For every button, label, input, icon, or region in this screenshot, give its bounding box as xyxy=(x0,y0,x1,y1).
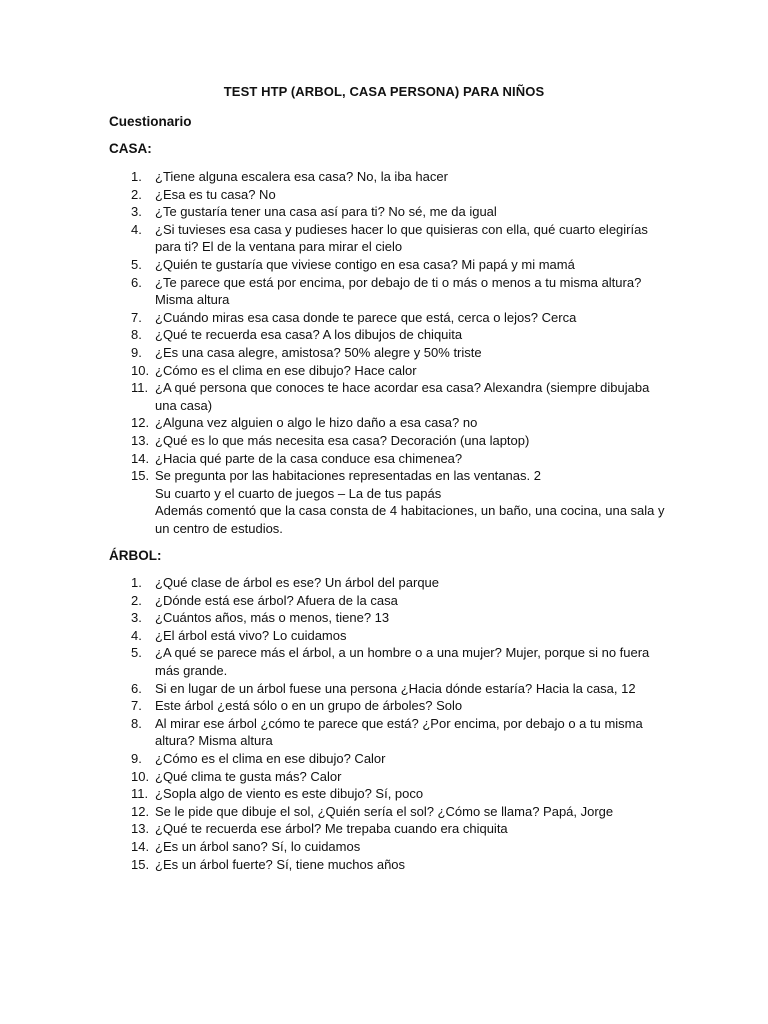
item-number: 7. xyxy=(131,698,142,714)
item-number: 14. xyxy=(131,838,150,854)
list-item xyxy=(109,203,669,221)
item-number: 8. xyxy=(131,327,142,343)
item-number: 1. xyxy=(131,575,142,590)
list-item xyxy=(109,326,669,344)
item-text: ¿Es un árbol fuerte? Sí, tiene muchos años xyxy=(155,856,406,872)
item-text: Al mirar ese árbol ¿cómo te parece que está? ¿Por encima, por debajo o a tu misma altura? Misma altura xyxy=(155,715,643,749)
arbol-question-list xyxy=(109,574,669,873)
item-number: 2. xyxy=(131,592,142,608)
item-number: 13. xyxy=(131,821,150,837)
list-item xyxy=(109,432,669,450)
item-text: ¿Te gustaría tener una casa así para ti? No sé, me da igual xyxy=(155,204,497,220)
item-text: ¿Qué clase de árbol es ese? Un árbol del parque xyxy=(155,575,440,590)
list-item xyxy=(109,768,669,786)
list-item xyxy=(109,256,669,274)
list-item xyxy=(109,715,669,750)
item-text: ¿Si tuvieses esa casa y pudieses hacer lo que quisieras con ella, qué cuarto elegirías para ti? El de la ventana para mirar el cielo xyxy=(155,221,648,255)
item-text: ¿Cómo es el clima en ese dibujo? Hace calor xyxy=(155,362,417,378)
casa-question-list xyxy=(109,168,669,537)
item-number: 6. xyxy=(131,680,142,696)
item-text: Se pregunta por las habitaciones representadas en las ventanas. 2 xyxy=(155,468,541,484)
list-item xyxy=(109,309,669,327)
item-text: ¿A qué se parece más el árbol, a un hombre o a una mujer? Mujer, porque si no fuera más grande. xyxy=(155,645,650,678)
item-number: 6. xyxy=(131,274,142,290)
item-number: 1. xyxy=(131,169,142,184)
questionnaire-heading: Cuestionario xyxy=(109,114,192,129)
document-title: TEST HTP (ARBOL, CASA PERSONA) PARA NIÑOS xyxy=(223,84,545,99)
list-item xyxy=(109,750,669,768)
item-number: 3. xyxy=(131,610,142,626)
item-number: 10. xyxy=(131,768,150,784)
list-item xyxy=(109,379,669,414)
item-text: ¿Tiene alguna escalera esa casa? No, la iba hacer xyxy=(155,169,448,184)
item-number: 15. xyxy=(131,468,150,484)
item-text: ¿Qué es lo que más necesita esa casa? Decoración (una laptop) xyxy=(155,432,530,448)
item-number: 11. xyxy=(131,786,149,802)
list-item xyxy=(109,680,669,698)
item-number: 11. xyxy=(131,380,149,396)
item-text: ¿Hacia qué parte de la casa conduce esa chimenea? xyxy=(155,450,463,466)
list-item xyxy=(109,785,669,803)
item-text: ¿Sopla algo de viento es este dibujo? Sí, poco xyxy=(155,786,424,802)
list-item xyxy=(109,838,669,856)
item-text: ¿Esa es tu casa? No xyxy=(155,186,276,202)
item-number: 8. xyxy=(131,715,142,731)
list-item xyxy=(109,362,669,380)
list-item xyxy=(109,609,669,627)
casa-heading: CASA: xyxy=(109,141,152,156)
item-extra-paragraph: Además comentó que la casa consta de 4 habitaciones, un baño, una cocina, una sala y un centro de estudios. xyxy=(155,503,665,536)
list-item xyxy=(109,467,669,537)
item-text: ¿Quién te gustaría que viviese contigo en esa casa? Mi papá y mi mamá xyxy=(155,256,575,272)
item-text: ¿Te parece que está por encima, por debajo de ti o más o menos a tu misma altura? Misma altura xyxy=(155,274,642,308)
item-number: 4. xyxy=(131,627,142,643)
item-text: ¿El árbol está vivo? Lo cuidamos xyxy=(155,627,347,643)
list-item xyxy=(109,221,669,256)
item-text: Se le pide que dibuje el sol, ¿Quién sería el sol? ¿Cómo se llama? Papá, Jorge xyxy=(155,803,614,819)
item-text: Si en lugar de un árbol fuese una persona ¿Hacia dónde estaría? Hacia la casa, 12 xyxy=(155,680,636,696)
list-item xyxy=(109,344,669,362)
item-number: 9. xyxy=(131,344,142,360)
item-number: 12. xyxy=(131,415,150,431)
item-text: ¿Alguna vez alguien o algo le hizo daño a esa casa? no xyxy=(155,415,478,431)
item-number: 7. xyxy=(131,309,142,325)
list-item xyxy=(109,450,669,468)
list-item xyxy=(109,186,669,204)
list-item xyxy=(109,644,669,679)
item-number: 9. xyxy=(131,750,142,766)
list-item xyxy=(109,574,669,592)
item-text: ¿Es un árbol sano? Sí, lo cuidamos xyxy=(155,838,361,854)
item-extra-line: Su cuarto y el cuarto de juegos – La de tus papás xyxy=(155,485,442,501)
item-text: ¿Es una casa alegre, amistosa? 50% alegre y 50% triste xyxy=(155,344,482,360)
list-item xyxy=(109,274,669,309)
item-number: 3. xyxy=(131,204,142,220)
item-text: ¿Cuándo miras esa casa donde te parece que está, cerca o lejos? Cerca xyxy=(155,309,577,325)
item-number: 13. xyxy=(131,432,150,448)
list-item xyxy=(109,856,669,874)
list-item xyxy=(109,697,669,715)
list-item xyxy=(109,820,669,838)
item-text: ¿Cuántos años, más o menos, tiene? 13 xyxy=(155,610,390,626)
item-number: 4. xyxy=(131,221,142,237)
list-item xyxy=(109,803,669,821)
item-text: ¿Qué clima te gusta más? Calor xyxy=(155,768,342,784)
item-text: ¿Dónde está ese árbol? Afuera de la casa xyxy=(155,592,398,608)
item-number: 10. xyxy=(131,362,150,378)
item-number: 12. xyxy=(131,803,150,819)
item-text: ¿Cómo es el clima en ese dibujo? Calor xyxy=(155,750,386,766)
item-text: ¿Qué te recuerda esa casa? A los dibujos de chiquita xyxy=(155,327,463,343)
item-number: 14. xyxy=(131,450,150,466)
item-number: 5. xyxy=(131,256,142,272)
list-item xyxy=(109,414,669,432)
item-number: 5. xyxy=(131,645,142,661)
list-item xyxy=(109,592,669,610)
item-text: Este árbol ¿está sólo o en un grupo de árboles? Solo xyxy=(155,698,463,714)
item-number: 2. xyxy=(131,186,142,202)
list-item xyxy=(109,627,669,645)
item-number: 15. xyxy=(131,856,150,872)
list-item xyxy=(109,168,669,186)
item-text: ¿Qué te recuerda ese árbol? Me trepaba cuando era chiquita xyxy=(155,821,508,837)
arbol-heading: ÁRBOL: xyxy=(109,548,162,563)
item-text: ¿A qué persona que conoces te hace acordar esa casa? Alexandra (siempre dibujaba una casa) xyxy=(155,380,650,413)
